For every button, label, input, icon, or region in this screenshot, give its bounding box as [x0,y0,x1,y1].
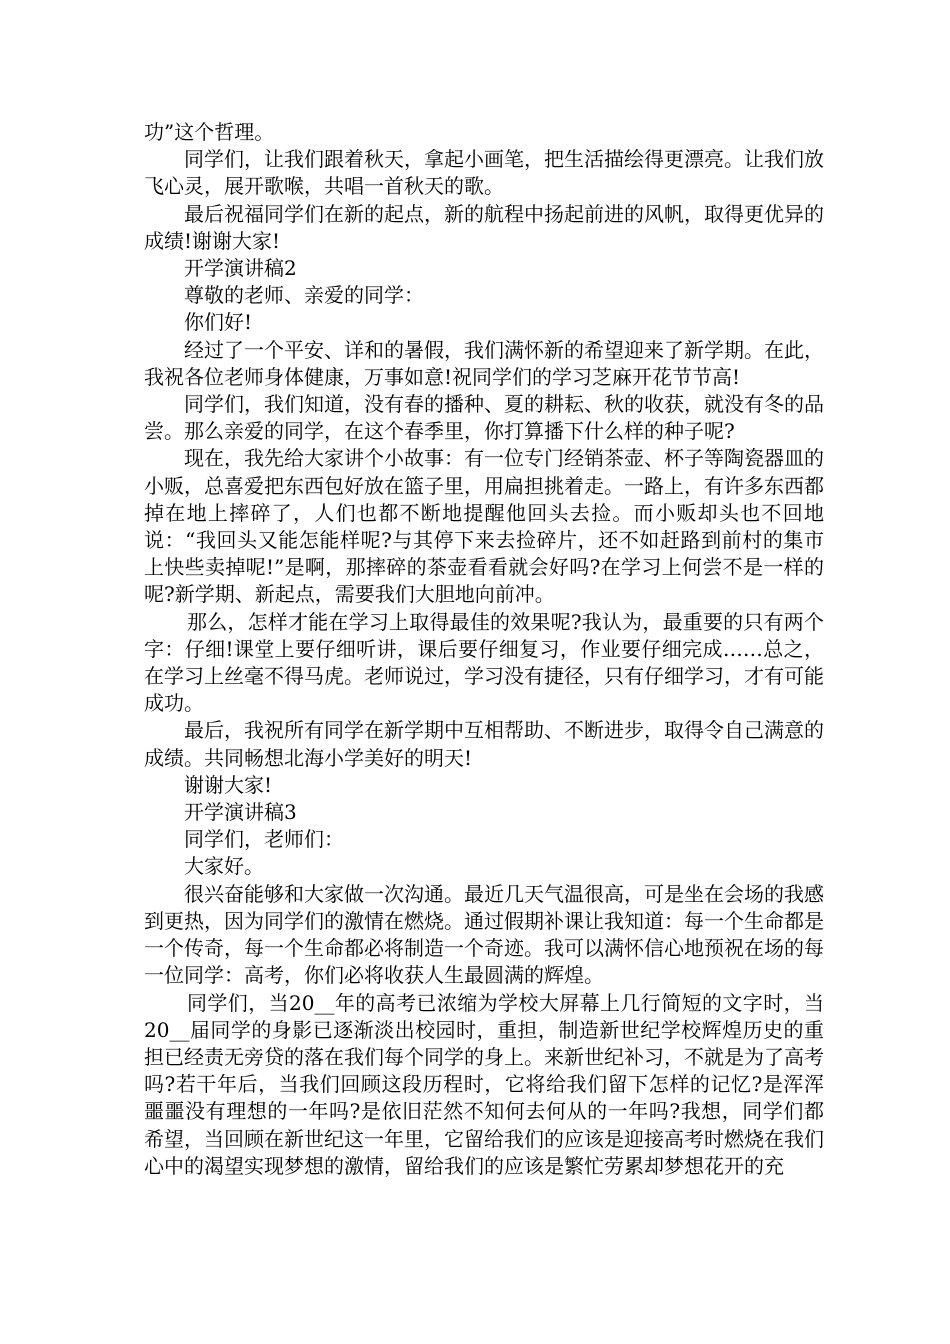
salutation-speech-2: 尊敬的老师、亲爱的同学： [184,283,424,308]
document-body [144,119,824,1180]
paragraph-final-wishes: 最后，我祝所有同学在新学期中互相帮助、不断进步，取得令自己满意的成绩。共同畅想北海小学美好的明天! [144,718,824,770]
section-heading-speech-2: 开学演讲稿2 [184,256,297,281]
paragraph-closing-wishes: 最后祝福同学们在新的起点，新的航程中扬起前进的风帆，取得更优异的成绩!谢谢大家! [144,201,824,253]
paragraph-seasons: 同学们，我们知道，没有春的播种、夏的耕耘、秋的收获，就没有冬的品尝。那么亲爱的同学，在这个春季里，你打算播下什么样的种子呢? [144,392,824,444]
paragraph-carefulness: 那么，怎样才能在学习上取得最佳的效果呢?我认为，最重要的只有两个字：仔细!课堂上要仔细听讲，课后要仔细复习，作业要仔细完成……总之，在学习上丝毫不得马虎。老师说过，学习没有捷径，只有仔细学习，才有可能成功。 [144,609,824,716]
paragraph-new-semester: 经过了一个平安、详和的暑假，我们满怀新的希望迎来了新学期。在此，我祝各位老师身体健康，万事如意!祝同学们的学习芝麻开花节节高! [144,337,824,389]
greeting-speech-3: 大家好。 [184,854,264,879]
paragraph-continuation: 功”这个哲理。 [144,120,275,144]
paragraph-autumn-invitation: 同学们，让我们跟着秋天，拿起小画笔，把生活描绘得更漂亮。让我们放飞心灵，展开歌喉，共唱一首秋天的歌。 [144,147,824,199]
paragraph-gaokao: 同学们，当20__年的高考已浓缩为学校大屏幕上几行简短的文字时，当20__届同学的身影已逐渐淡出校园时，重担，制造新世纪学校辉煌历史的重担已经责无旁贷的落在我们每个同学的身上。来新世纪补习，不就是为了高考吗?若干年后，当我们回顾这段历程时，它将给我们留下怎样的记忆?是浑浑噩噩没有理想的一年吗?是依旧茫然不知何去何从的一年吗?我想，同学们都希望，当回顾在新世纪这一年里，它留给我们的应该是迎接高考时燃烧在我们心中的渴望实现梦想的激情，留给我们的应该是繁忙劳累却梦想花开的充 [144,990,824,1178]
greeting-speech-2: 你们好! [184,310,253,335]
salutation-speech-3: 同学们，老师们： [184,827,344,852]
paragraph-story: 现在，我先给大家讲个小故事：有一位专门经销茶壶、杯子等陶瓷器皿的小贩，总喜爱把东西包好放在篮子里，用扁担挑着走。一路上，有许多东西都掉在地上摔碎了，人们也都不断地提醒他回头去捡。而小贩却头也不回地说：“我回头又能怎能样呢?与其停下来去捡碎片，还不如赶路到前村的集市上快些卖掉呢!”是啊，那摔碎的茶壶看看就会好吗?在学习上何尝不是一样的呢?新学期、新起点，需要我们大胆地向前冲。 [144,446,824,607]
thanks-line: 谢谢大家! [184,772,273,797]
section-heading-speech-3: 开学演讲稿3 [184,800,297,825]
paragraph-communication: 很兴奋能够和大家做一次沟通。最近几天气温很高，可是坐在会场的我感到更热，因为同学们的激情在燃烧。通过假期补课让我知道：每一个生命都是一个传奇，每一个生命都必将制造一个奇迹。我可以满怀信心地预祝在场的每一位同学：高考，你们必将收获人生最圆满的辉煌。 [144,881,824,988]
